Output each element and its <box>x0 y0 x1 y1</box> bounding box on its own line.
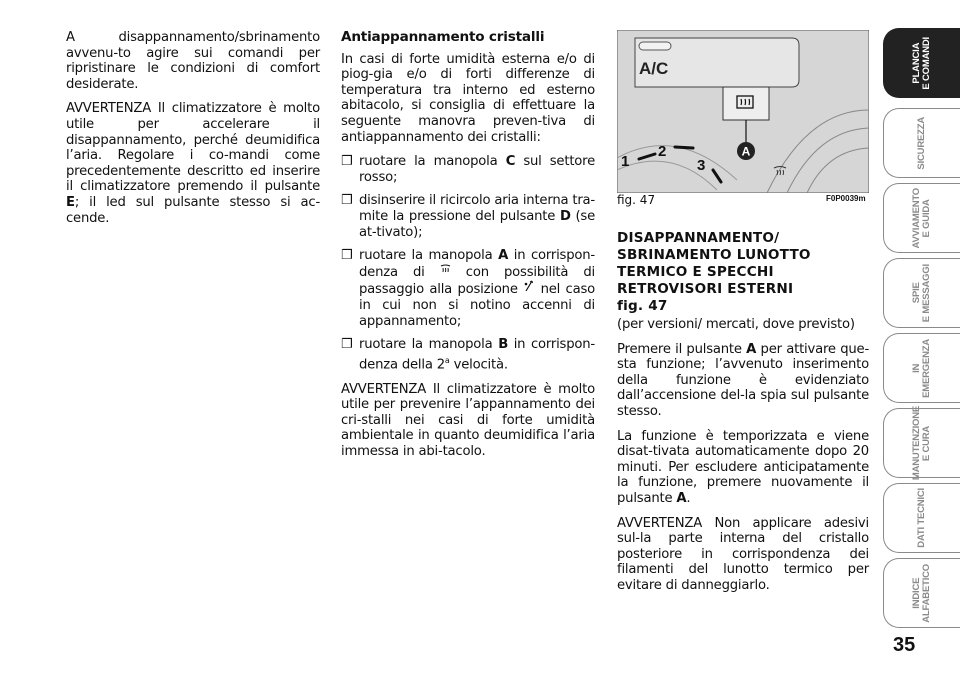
checkbox-bullet-icon: ❒ <box>341 154 353 170</box>
text: velocità. <box>449 357 508 373</box>
chapter-tabs <box>883 28 960 632</box>
list-item <box>341 337 595 373</box>
list-item <box>341 154 595 185</box>
key-letter: A <box>498 248 509 264</box>
text: ruotare la manopola <box>359 337 499 353</box>
paragraph <box>617 342 869 420</box>
version-note: (per versioni/ mercati, dove previsto) <box>617 317 855 332</box>
heading-line: fig. 47 <box>617 298 668 314</box>
key-letter: A <box>746 341 757 357</box>
text: sul settore rosso; <box>359 154 595 185</box>
checkbox-bullet-icon: ❒ <box>341 248 353 264</box>
tab-in-emergenza[interactable] <box>883 333 960 403</box>
rear-defrost-button <box>723 87 769 120</box>
tab-manutenzione-e-cura[interactable] <box>883 405 960 481</box>
figure-climate-controls <box>617 30 869 193</box>
list-item <box>341 193 595 240</box>
knob-tick <box>675 147 693 148</box>
text: ; il led sul pulsante stesso si ac-cende. <box>66 194 320 226</box>
page-number: 35 <box>893 634 916 656</box>
text: (se at-tivato); <box>359 208 595 240</box>
text: Premere il pulsante <box>617 341 747 357</box>
key-letter: B <box>498 337 509 353</box>
knob-label-3: 3 <box>697 157 706 174</box>
superscript: a <box>444 355 450 365</box>
tab-plancia-e-comandi[interactable] <box>883 28 960 98</box>
list-item <box>341 248 595 329</box>
key-letter: D <box>559 208 571 224</box>
key-letter: A <box>676 490 687 506</box>
heading-line: DISAPPANNAMENTO/ <box>617 230 780 246</box>
text: con possibilità di passaggio alla posizione <box>359 264 595 298</box>
text: ruotare la manopola <box>359 154 506 170</box>
tab-dati-tecnici[interactable] <box>883 483 960 553</box>
text: disinserire il ricircolo aria interna tra-mite la pressione del pulsante <box>359 193 595 224</box>
paragraph-warning: AVVERTENZA Non applicare adesivi sul-la parte interna del cristallo posteriore in corrispondenza dei filamenti del lunotto termico per evitare di danneggiarlo. <box>617 515 869 593</box>
paragraph-intro: A disappannamento/sbrinamento avvenu-to agire sui comandi per ripristinare le condizioni di comfort desiderate. <box>66 30 320 92</box>
text: AVVERTENZA Il climatizzatore è molto utile per accelerare il disappannamento, perché deumidifica l’aria. Regolare i co-mandi come precedentemente descritto ed inserire il climatizzatore premendo il pulsante <box>66 101 320 195</box>
tab-label: DATI TECNICI <box>916 488 927 548</box>
knob-label-1: 1 <box>621 153 630 170</box>
tab-label: SPIE E MESSAGGI <box>911 263 932 323</box>
text: in corrispon-denza della 2 <box>359 337 595 373</box>
indicator-slot <box>639 42 671 50</box>
text: La funzione è temporizzata e viene disat-tivata automaticamente dopo 20 minuti. Per escludere anticipatamente la funzione, premere nuovamente il pulsante <box>617 428 869 506</box>
text: . <box>686 490 691 506</box>
tab-label: MANUTENZIONE E CURA <box>911 405 932 481</box>
tab-avviamento-e-guida[interactable] <box>883 183 960 253</box>
tab-indice-alfabetico[interactable] <box>883 558 960 628</box>
checkbox-bullet-icon: ❒ <box>341 337 353 353</box>
section-heading: Antiappannamento cristalli <box>341 29 545 45</box>
text: nel caso in cui non si notino accenni di appannamento; <box>359 282 595 329</box>
key-letter: C <box>505 154 516 170</box>
heading-line: RETROVISORI ESTERNI <box>617 281 794 297</box>
paragraph <box>617 429 869 507</box>
paragraph-warning <box>66 101 320 226</box>
tab-spie-e-messaggi[interactable] <box>883 258 960 328</box>
tab-sicurezza[interactable] <box>883 108 960 178</box>
heading-line: SBRINAMENTO LUNOTTO <box>617 247 811 263</box>
paragraph-intro: In casi di forte umidità esterna e/o di piog-gia e/o di forti differenze di temperatura tra interno ed esterno abitacolo, si consiglia di effettuare la seguente manovra preven-tiva di antiappannamento dei cristalli: <box>341 51 595 145</box>
ac-label: A/C <box>639 59 669 78</box>
column-2 <box>341 30 595 469</box>
checkbox-bullet-icon: ❒ <box>341 193 353 209</box>
tab-label: PLANCIA E COMANDI <box>910 36 932 90</box>
column-1 <box>66 30 320 235</box>
column-3 <box>617 230 869 603</box>
callout-letter: A <box>741 144 751 159</box>
climate-panel-illustration <box>617 30 869 193</box>
tab-label: INDICE ALFABETICO <box>911 563 932 623</box>
heading-line: TERMICO E SPECCHI <box>617 264 774 280</box>
figure-caption: fig. 47 <box>617 193 656 207</box>
windshield-defrost-icon <box>440 264 451 275</box>
knob-label-2: 2 <box>658 143 667 160</box>
key-letter: E <box>66 194 75 210</box>
text: in corrispon-denza di <box>359 248 595 280</box>
tab-label: SICUREZZA <box>916 116 927 170</box>
figure-code: F0P0039m <box>826 194 866 203</box>
bullet-list <box>341 154 595 373</box>
paragraph-warning: AVVERTENZA Il climatizzatore è molto utile per prevenire l’appannamento dei cri-stalli nei casi di forte umidità ambientale in quanto deumidifica l’aria immessa in abi-tacolo. <box>341 381 595 460</box>
tab-label: IN EMERGENZA <box>911 338 932 398</box>
text: per attivare que-sta funzione; l’avvenuto inserimento della funzione è evidenziato dall’accensione del-la spia sul pulsante stesso. <box>617 341 869 419</box>
text: ruotare la manopola <box>359 248 499 264</box>
tab-label: AVVIAMENTO E GUIDA <box>911 187 932 249</box>
foot-defrost-icon <box>523 280 535 292</box>
section-heading <box>617 230 869 315</box>
